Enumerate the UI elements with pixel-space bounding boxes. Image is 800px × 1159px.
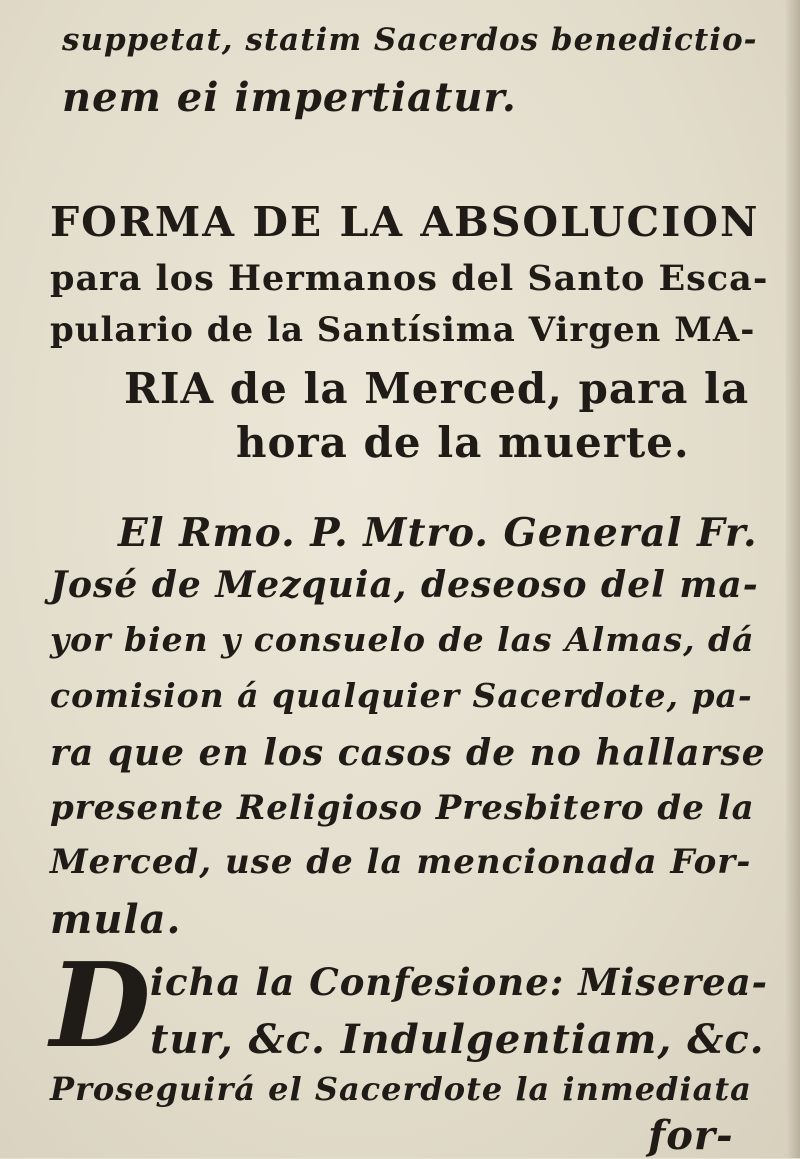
paragraph-line: Proseguirá el Sacerdote la inmediata (50, 1070, 752, 1108)
text-line: nem ei impertiatur. (62, 74, 517, 121)
paragraph-line: Merced, use de la mencionada For- (50, 842, 752, 882)
subheading-line: RIA de la Merced, para la (124, 364, 750, 413)
paragraph-line: presente Religioso Presbitero de la (50, 788, 755, 828)
paragraph-line: José de Mezquia, deseoso del ma- (50, 564, 759, 606)
subheading-line: pulario de la Santísima Virgen MA- (50, 310, 756, 350)
paragraph-line: ra que en los casos de no hallarse (50, 732, 766, 774)
catchword: for- (648, 1112, 734, 1159)
subheading-line: para los Hermanos del Santo Esca- (50, 258, 769, 299)
text-line: suppetat, statim Sacerdos benedictio- (62, 22, 758, 58)
subheading-line: hora de la muerte. (236, 418, 690, 467)
page-edge (786, 0, 800, 1158)
paragraph-line: icha la Confesione: Miserea- (150, 960, 769, 1004)
paragraph-line: comision á qualquier Sacerdote, pa- (50, 676, 753, 715)
paragraph-line: El Rmo. P. Mtro. General Fr. (118, 510, 758, 556)
paragraph-line: yor bien y consuelo de las Almas, dá (50, 620, 755, 659)
drop-cap: D (50, 938, 151, 1074)
paragraph-line: tur, &c. Indulgentiam, &c. (150, 1016, 765, 1063)
paragraph-line: mula. (50, 896, 182, 943)
section-heading: FORMA DE LA ABSOLUCION (50, 198, 760, 246)
